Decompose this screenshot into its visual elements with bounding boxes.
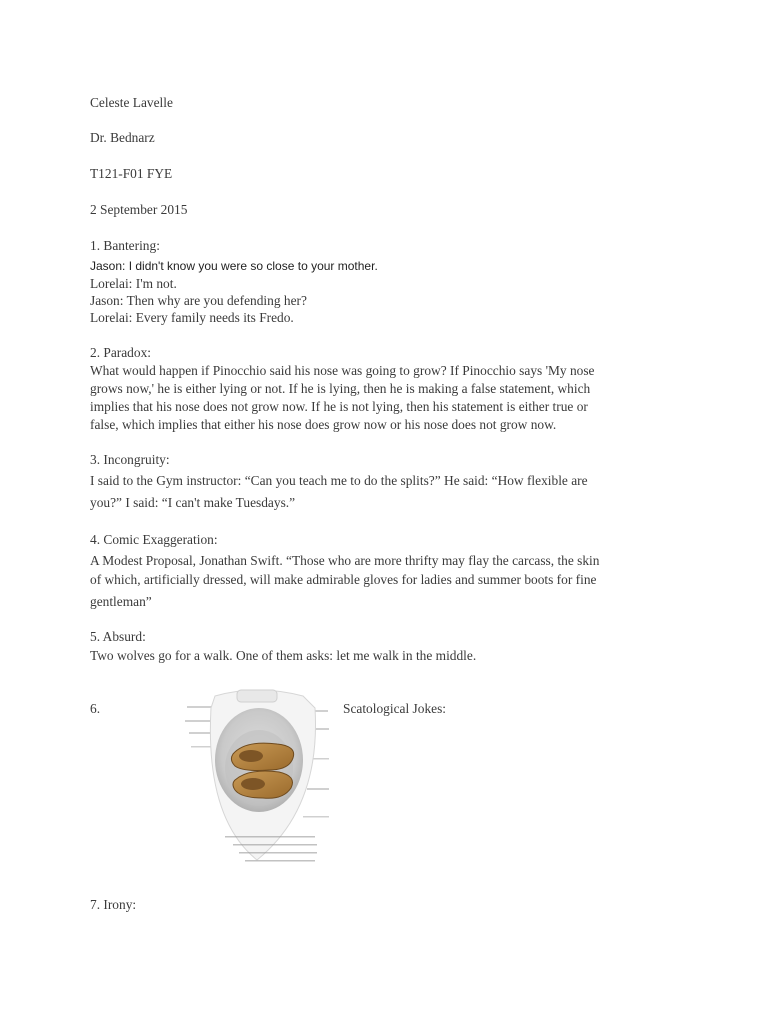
exaggeration-line: A Modest Proposal, Jonathan Swift. “Those who are more thrifty may flay the carcass, the skin <box>90 553 600 568</box>
instructor-name: Dr. Bednarz <box>90 130 155 145</box>
student-name: Celeste Lavelle <box>90 95 173 110</box>
toilet-with-clogs-image <box>185 688 330 868</box>
section-4-heading: 4. Comic Exaggeration: <box>90 532 218 547</box>
course-code: T121-F01 FYE <box>90 166 173 181</box>
section-6-label: Scatological Jokes: <box>343 701 447 716</box>
dialogue-line: Jason: I didn't know you were so close to your mother. <box>90 259 378 273</box>
paradox-line: grows now,' he is either lying or not. If he is lying, then he is making a false statement, which <box>90 381 591 396</box>
section-7-heading: 7. Irony: <box>90 897 137 912</box>
section-3-heading: 3. Incongruity: <box>90 452 170 467</box>
document-date: 2 September 2015 <box>90 202 188 217</box>
section-1-heading: 1. Bantering: <box>90 238 160 253</box>
dialogue-line: Lorelai: Every family needs its Fredo. <box>90 310 294 325</box>
incongruity-line: you?” I said: “I can't make Tuesdays.” <box>90 495 296 510</box>
section-6-number: 6. <box>90 701 101 716</box>
absurd-text: Two wolves go for a walk. One of them asks: let me walk in the middle. <box>90 648 477 663</box>
exaggeration-line: of which, artificially dressed, will make admirable gloves for ladies and summer boots for fine <box>90 572 597 587</box>
paradox-line: implies that his nose does not grow now. If he is not lying, then his statement is either true or <box>90 399 588 414</box>
dialogue-line: Jason: Then why are you defending her? <box>90 293 307 308</box>
section-5-heading: 5. Absurd: <box>90 629 146 644</box>
exaggeration-line: gentleman” <box>90 594 152 609</box>
incongruity-line: I said to the Gym instructor: “Can you teach me to do the splits?” He said: “How flexible are <box>90 473 588 488</box>
section-2-heading: 2. Paradox: <box>90 345 151 360</box>
toilet-with-clogs-illustration <box>185 688 330 868</box>
dialogue-line: Lorelai: I'm not. <box>90 276 177 291</box>
paradox-line: false, which implies that either his nose does grow now or his nose does not grow now. <box>90 417 557 432</box>
paradox-line: What would happen if Pinocchio said his nose was going to grow? If Pinocchio says 'My nose <box>90 363 595 378</box>
